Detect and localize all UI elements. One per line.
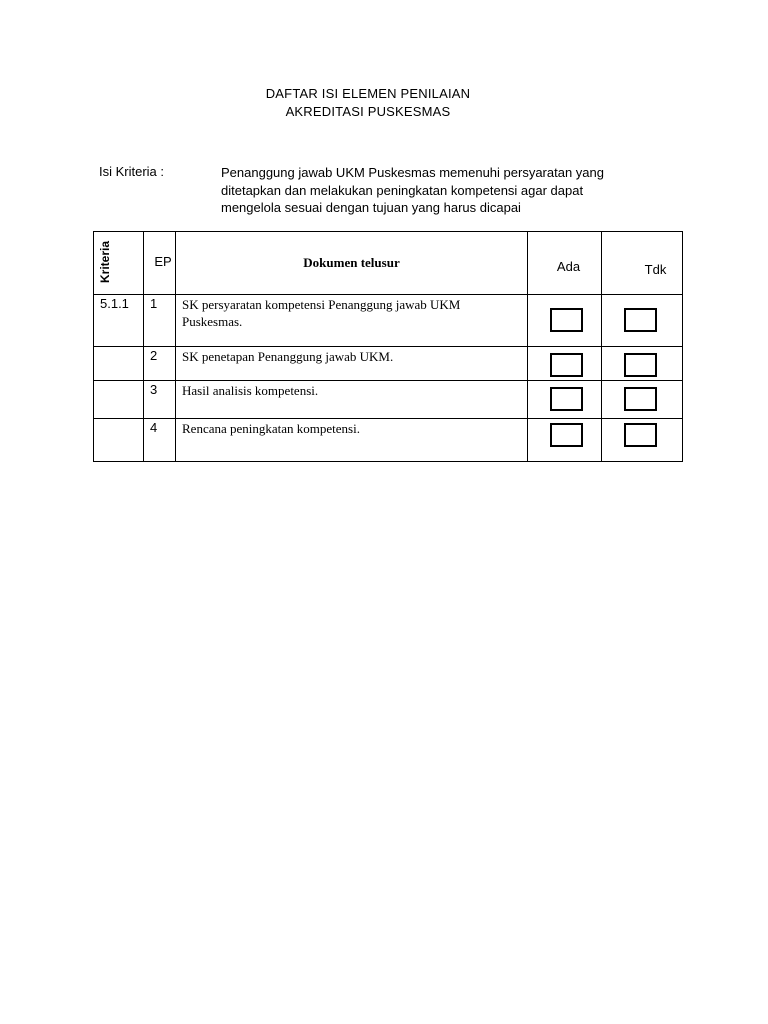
table-row: [94, 419, 683, 462]
header-kriteria: [94, 232, 144, 295]
kriteria-cell: 5.1.1: [94, 295, 144, 347]
header-ada: Ada: [528, 232, 602, 295]
tdk-cell: [602, 295, 683, 347]
header-ep: EP: [144, 232, 176, 295]
tdk-cell: [602, 347, 683, 381]
kriteria-cell: [94, 419, 144, 462]
dokumen-cell: Hasil analisis kompetensi.: [176, 381, 528, 419]
ada-cell: [528, 347, 602, 381]
tdk-checkbox[interactable]: [624, 308, 657, 332]
tdk-checkbox[interactable]: [624, 387, 657, 411]
document-title-line-2: AKREDITASI PUSKESMAS: [285, 104, 451, 119]
ep-cell: 1: [144, 295, 176, 347]
ada-cell: [528, 419, 602, 462]
tdk-cell: [602, 381, 683, 419]
tdk-checkbox[interactable]: [624, 423, 657, 447]
ada-cell: [528, 295, 602, 347]
table-row: [94, 347, 683, 381]
ep-cell: 3: [144, 381, 176, 419]
header-tdk: Tdk: [602, 232, 683, 295]
table-row: [94, 295, 683, 347]
kriteria-cell: [94, 381, 144, 419]
ada-checkbox[interactable]: [550, 353, 583, 377]
header-dokumen-telusur: Dokumen telusur: [176, 232, 528, 295]
ada-checkbox[interactable]: [550, 423, 583, 447]
tdk-checkbox[interactable]: [624, 353, 657, 377]
ep-cell: 2: [144, 347, 176, 381]
ep-cell: 4: [144, 419, 176, 462]
table-header-row: [94, 232, 683, 295]
ada-checkbox[interactable]: [550, 387, 583, 411]
dokumen-cell: Rencana peningkatan kompetensi.: [176, 419, 528, 462]
criteria-line: Penanggung jawab UKM Puskesmas memenuhi persyaratan yang: [221, 165, 604, 180]
tdk-cell: [602, 419, 683, 462]
criteria-line: ditetapkan dan melakukan peningkatan kompetensi agar dapat: [221, 182, 584, 198]
criteria-line: mengelola sesuai dengan tujuan yang harus dicapai: [221, 200, 521, 215]
document-title-line-1: DAFTAR ISI ELEMEN PENILAIAN: [265, 86, 471, 101]
criteria-description: [221, 164, 661, 217]
dokumen-cell: SK persyaratan kompetensi Penanggung jawab UKM Puskesmas.: [176, 295, 528, 347]
dokumen-cell: SK penetapan Penanggung jawab UKM.: [176, 347, 528, 381]
ada-cell: [528, 381, 602, 419]
table-row: [94, 381, 683, 419]
criteria-label: Isi Kriteria :: [99, 164, 165, 179]
kriteria-cell: [94, 347, 144, 381]
header-kriteria-label: Kriteria: [98, 240, 112, 284]
ada-checkbox[interactable]: [550, 308, 583, 332]
document-checklist-table: [93, 231, 683, 462]
